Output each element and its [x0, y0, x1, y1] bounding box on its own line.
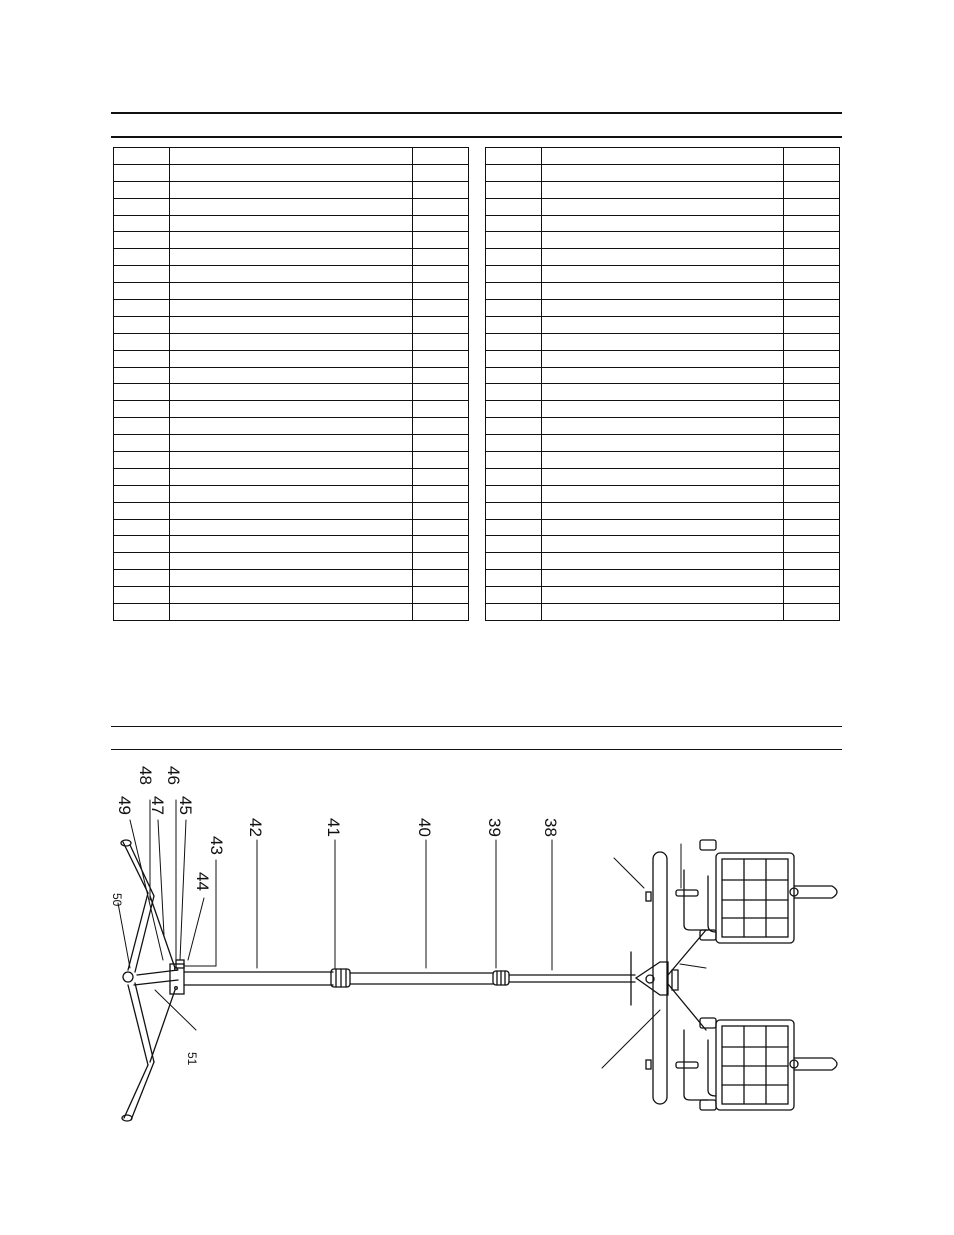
description-cell: [542, 181, 784, 198]
description-cell: [542, 587, 784, 604]
part-no-cell: [486, 283, 542, 300]
part-no-cell: [486, 452, 542, 469]
part-no-cell: [114, 215, 170, 232]
qty-cell: [413, 232, 469, 249]
description-cell: [542, 502, 784, 519]
table-row: [114, 215, 469, 232]
description-cell: [170, 164, 413, 181]
description-cell: [542, 215, 784, 232]
qty-cell: [784, 384, 840, 401]
callout-45: 45: [176, 796, 195, 815]
table-row: [486, 401, 840, 418]
part-no-cell: [486, 519, 542, 536]
table-row: [114, 198, 469, 215]
qty-cell: [413, 468, 469, 485]
table-row: [114, 300, 469, 317]
description-cell: [542, 232, 784, 249]
description-cell: [170, 502, 413, 519]
table-row: [486, 418, 840, 435]
callout-38: 38: [541, 818, 560, 837]
description-cell: [542, 384, 784, 401]
qty-cell: [784, 485, 840, 502]
part-no-cell: [486, 148, 542, 165]
description-cell: [542, 604, 784, 621]
part-no-cell: [114, 452, 170, 469]
table-row: [114, 604, 469, 621]
table-row: [114, 553, 469, 570]
table-row: [114, 148, 469, 165]
qty-cell: [784, 300, 840, 317]
part-no-cell: [486, 198, 542, 215]
part-no-cell: [114, 283, 170, 300]
table-row: [486, 570, 840, 587]
part-no-cell: [486, 587, 542, 604]
qty-cell: [413, 333, 469, 350]
description-cell: [542, 401, 784, 418]
part-no-cell: [114, 468, 170, 485]
qty-cell: [784, 350, 840, 367]
table-row: [114, 587, 469, 604]
table-row: [114, 536, 469, 553]
qty-cell: [784, 401, 840, 418]
description-cell: [170, 181, 413, 198]
table-row: [114, 435, 469, 452]
table-row: [486, 350, 840, 367]
description-cell: [542, 553, 784, 570]
table-row: [486, 148, 840, 165]
qty-cell: [413, 604, 469, 621]
qty-cell: [413, 536, 469, 553]
part-no-cell: [486, 316, 542, 333]
description-cell: [542, 333, 784, 350]
description-cell: [542, 468, 784, 485]
part-no-cell: [486, 418, 542, 435]
part-no-cell: [486, 367, 542, 384]
table-row: [114, 570, 469, 587]
qty-cell: [784, 316, 840, 333]
part-no-cell: [486, 164, 542, 181]
upper-work-light: [676, 840, 837, 943]
qty-cell: [413, 316, 469, 333]
part-no-cell: [114, 553, 170, 570]
leader-lines: [118, 800, 706, 1068]
description-cell: [542, 198, 784, 215]
table-row: [486, 215, 840, 232]
qty-cell: [413, 519, 469, 536]
qty-cell: [413, 587, 469, 604]
description-cell: [542, 148, 784, 165]
description-cell: [170, 570, 413, 587]
part-no-cell: [486, 604, 542, 621]
qty-cell: [784, 215, 840, 232]
qty-cell: [784, 452, 840, 469]
description-cell: [542, 485, 784, 502]
table-row: [114, 384, 469, 401]
description-cell: [542, 435, 784, 452]
qty-cell: [784, 333, 840, 350]
qty-cell: [413, 350, 469, 367]
table-row: [114, 350, 469, 367]
description-cell: [170, 485, 413, 502]
table-row: [114, 266, 469, 283]
part-no-cell: [114, 435, 170, 452]
part-no-cell: [114, 367, 170, 384]
description-cell: [170, 215, 413, 232]
description-cell: [542, 316, 784, 333]
qty-cell: [784, 418, 840, 435]
description-cell: [170, 604, 413, 621]
table-row: [486, 316, 840, 333]
description-cell: [170, 316, 413, 333]
description-cell: [170, 249, 413, 266]
description-cell: [170, 300, 413, 317]
part-no-cell: [114, 266, 170, 283]
part-no-cell: [486, 536, 542, 553]
part-no-cell: [114, 570, 170, 587]
part-no-cell: [114, 350, 170, 367]
qty-cell: [784, 553, 840, 570]
qty-cell: [784, 502, 840, 519]
description-cell: [170, 452, 413, 469]
qty-cell: [784, 519, 840, 536]
callout-41: 41: [324, 818, 343, 837]
table-row: [486, 452, 840, 469]
callout-48: 48: [136, 766, 155, 785]
part-no-cell: [486, 350, 542, 367]
qty-cell: [784, 148, 840, 165]
qty-cell: [784, 570, 840, 587]
description-cell: [170, 333, 413, 350]
callout-46: 46: [164, 766, 183, 785]
top-rule: [111, 112, 842, 114]
callout-44: 44: [193, 872, 212, 891]
clamp-collar: [170, 960, 184, 994]
table-row: [486, 333, 840, 350]
table-row: [114, 485, 469, 502]
qty-cell: [784, 198, 840, 215]
description-cell: [542, 452, 784, 469]
part-no-cell: [114, 418, 170, 435]
part-no-cell: [114, 164, 170, 181]
table-row: [486, 181, 840, 198]
part-no-cell: [114, 181, 170, 198]
qty-cell: [413, 418, 469, 435]
qty-cell: [413, 181, 469, 198]
part-no-cell: [114, 316, 170, 333]
qty-cell: [413, 148, 469, 165]
table-row: [486, 384, 840, 401]
table-row: [114, 333, 469, 350]
description-cell: [542, 283, 784, 300]
callout-49: 49: [115, 796, 134, 815]
table-row: [486, 502, 840, 519]
description-cell: [170, 553, 413, 570]
part-no-cell: [486, 553, 542, 570]
part-no-cell: [114, 384, 170, 401]
callout-39: 39: [485, 818, 504, 837]
qty-cell: [784, 587, 840, 604]
table-row: [486, 468, 840, 485]
description-cell: [170, 536, 413, 553]
table-row: [114, 249, 469, 266]
table-row: [486, 536, 840, 553]
qty-cell: [413, 452, 469, 469]
part-no-cell: [486, 570, 542, 587]
description-cell: [170, 587, 413, 604]
description-cell: [170, 266, 413, 283]
lower-work-light: [676, 1018, 837, 1110]
table-row: [114, 367, 469, 384]
table-row: [486, 553, 840, 570]
description-cell: [542, 519, 784, 536]
part-no-cell: [486, 333, 542, 350]
table-row: [114, 418, 469, 435]
parts-table-left: [113, 147, 469, 621]
qty-cell: [413, 283, 469, 300]
qty-cell: [784, 604, 840, 621]
table-row: [486, 587, 840, 604]
table-row: [486, 519, 840, 536]
part-no-cell: [114, 401, 170, 418]
description-cell: [542, 300, 784, 317]
part-no-cell: [114, 485, 170, 502]
description-cell: [542, 249, 784, 266]
table-row: [486, 283, 840, 300]
table-header-rule: [111, 136, 842, 138]
table-row: [486, 249, 840, 266]
table-row: [486, 435, 840, 452]
part-no-cell: [486, 485, 542, 502]
description-cell: [170, 401, 413, 418]
part-no-cell: [486, 435, 542, 452]
table-row: [486, 604, 840, 621]
description-cell: [170, 384, 413, 401]
part-no-cell: [114, 502, 170, 519]
qty-cell: [784, 266, 840, 283]
qty-cell: [784, 468, 840, 485]
part-no-cell: [486, 468, 542, 485]
part-no-cell: [486, 266, 542, 283]
qty-cell: [413, 553, 469, 570]
table-row: [486, 300, 840, 317]
part-no-cell: [114, 249, 170, 266]
part-no-cell: [486, 181, 542, 198]
part-no-cell: [114, 198, 170, 215]
qty-cell: [413, 300, 469, 317]
description-cell: [170, 519, 413, 536]
description-cell: [542, 570, 784, 587]
qty-cell: [784, 232, 840, 249]
part-no-cell: [486, 249, 542, 266]
qty-cell: [413, 266, 469, 283]
diagram-top-rule: [111, 726, 842, 727]
qty-cell: [413, 249, 469, 266]
qty-cell: [784, 283, 840, 300]
table-row: [114, 232, 469, 249]
part-no-cell: [486, 502, 542, 519]
table-row: [114, 519, 469, 536]
description-cell: [542, 164, 784, 181]
qty-cell: [413, 164, 469, 181]
description-cell: [170, 418, 413, 435]
callout-43: 43: [207, 836, 226, 855]
part-no-cell: [114, 587, 170, 604]
table-row: [114, 164, 469, 181]
part-no-cell: [114, 536, 170, 553]
table-row: [114, 181, 469, 198]
qty-cell: [413, 401, 469, 418]
table-row: [114, 468, 469, 485]
callout-50: 50: [110, 893, 124, 907]
qty-cell: [413, 570, 469, 587]
callout-51: 51: [185, 1052, 199, 1066]
callout-40: 40: [415, 818, 434, 837]
qty-cell: [784, 367, 840, 384]
qty-cell: [784, 249, 840, 266]
table-row: [486, 164, 840, 181]
qty-cell: [784, 164, 840, 181]
part-no-cell: [114, 519, 170, 536]
part-no-cell: [114, 604, 170, 621]
table-row: [486, 232, 840, 249]
table-row: [486, 266, 840, 283]
part-no-cell: [486, 300, 542, 317]
table-row: [486, 198, 840, 215]
description-cell: [542, 536, 784, 553]
table-row: [114, 316, 469, 333]
part-no-cell: [114, 148, 170, 165]
description-cell: [170, 232, 413, 249]
callout-47: 47: [148, 796, 167, 815]
table-row: [114, 452, 469, 469]
description-cell: [170, 283, 413, 300]
parts-table-right: [485, 147, 840, 621]
part-no-cell: [114, 300, 170, 317]
table-row: [114, 283, 469, 300]
qty-cell: [413, 367, 469, 384]
qty-cell: [784, 181, 840, 198]
table-row: [114, 401, 469, 418]
assembly-diagram: [0, 750, 954, 1150]
telescoping-mast: [184, 952, 635, 1005]
qty-cell: [413, 502, 469, 519]
description-cell: [542, 350, 784, 367]
part-no-cell: [486, 401, 542, 418]
description-cell: [170, 148, 413, 165]
description-cell: [542, 266, 784, 283]
part-no-cell: [114, 333, 170, 350]
description-cell: [170, 435, 413, 452]
qty-cell: [784, 435, 840, 452]
qty-cell: [413, 198, 469, 215]
part-no-cell: [486, 232, 542, 249]
qty-cell: [413, 435, 469, 452]
table-row: [486, 367, 840, 384]
qty-cell: [413, 215, 469, 232]
table-row: [114, 502, 469, 519]
description-cell: [542, 418, 784, 435]
description-cell: [170, 468, 413, 485]
qty-cell: [784, 536, 840, 553]
table-row: [486, 485, 840, 502]
qty-cell: [413, 485, 469, 502]
description-cell: [170, 367, 413, 384]
description-cell: [170, 350, 413, 367]
description-cell: [170, 198, 413, 215]
part-no-cell: [114, 232, 170, 249]
description-cell: [542, 367, 784, 384]
part-no-cell: [486, 384, 542, 401]
callout-42: 42: [246, 818, 265, 837]
part-no-cell: [486, 215, 542, 232]
qty-cell: [413, 384, 469, 401]
